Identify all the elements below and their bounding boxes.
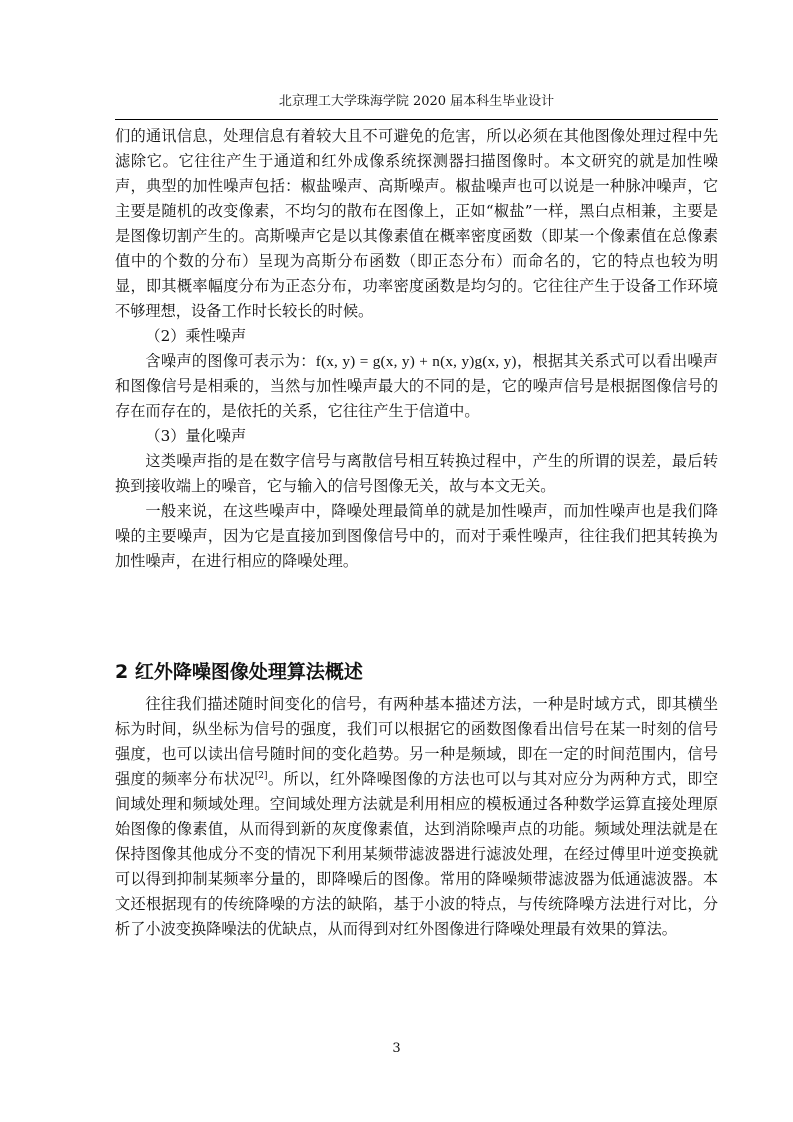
paragraph-continued: 们的通讯信息，处理信息有着较大且不可避免的危害，所以必须在其他图像处理过程中先滤除它。它往往产生于通道和红外成像系统探测器扫描图像时。本文研究的就是加性噪声，典型的加性噪声包括：椒盐噪声、高斯噪声。椒盐噪声也可以说是一种脉冲噪声，它主要是随机的改变像素，不均匀的散布在图像上，正如“椒盐”一样，黑白点相兼，主要是是图像切割产生的。高斯噪声它是以其像素值在概率密度函数（即某一个像素值在总像素值中的个数的分布）呈现为高斯分布函数（即正态分布）而命名的，它的特点也较为明显，即其概率幅度分布为正态分布，功率密度函数是均匀的。它往往产生于设备工作环境不够理想，设备工作时长较长的时候。 [115, 127, 718, 320]
formula-explanation: ，根据其关系式可以看出噪声和图像信号是相乘的，当然与加性噪声最大的不同的是，它的噪声信号是根据图像信号的存在而存在的，是依托的关系，它往往产生于信道中。 [115, 352, 719, 420]
page-number: 3 [392, 1041, 401, 1056]
running-header: 北京理工大学珠海学院 2020 届本科生毕业设计 [278, 94, 555, 109]
paragraph-section-intro [115, 692, 718, 942]
paragraph-summary: 一般来说，在这些噪声中，降噪处理最简单的就是加性噪声，而加性噪声也是我们降噪的主要噪声，因为它是直接加到图像信号中的，而对于乘性噪声，往往我们把其转换为加性噪声，在进行相应的降噪处理。 [115, 502, 718, 570]
section-heading: 2 红外降噪图像处理算法概述 [115, 661, 363, 683]
paragraph-multiplicative-noise [115, 349, 718, 424]
citation-ref: [2] [254, 770, 268, 781]
section-body [115, 692, 718, 942]
body-text [115, 124, 718, 574]
header-rule [115, 119, 718, 120]
formula-intro: 含噪声的图像可表示为： [145, 352, 316, 370]
noise-formula: f(x, y) = g(x, y) + n(x, y)g(x, y) [315, 353, 517, 370]
subheading-multiplicative-noise: （2）乘性噪声 [145, 327, 247, 345]
paragraph-quantization-noise: 这类噪声指的是在数字信号与离散信号相互转换过程中，产生的所谓的误差，最后转换到接收端上的噪音，它与输入的信号图像无关，故与本文无关。 [115, 452, 718, 495]
section-text-part2: 。所以，红外降噪图像的方法也可以与其对应分为两种方式，即空间域处理和频域处理。空间域处理方法就是利用相应的模板通过各种数学运算直接处理原始图像的像素值，从而得到新的灰度像素值，达到消除噪声点的功能。频域处理法就是在保持图像其他成分不变的情况下利用某频带滤波器进行滤波处理，在经过傅里叶逆变换就可以得到抑制某频率分量的，即降噪后的图像。常用的降噪频带滤波器为低通滤波器。本文还根据现有的传统降噪的方法的缺陷，基于小波的特点，与传统降噪方法进行对比，分析了小波变换降噪法的优缺点，从而得到对红外图像进行降噪处理最有效果的算法。 [115, 770, 719, 938]
section-text-part1: 往往我们描述随时间变化的信号，有两种基本描述方法，一种是时域方式，即其横坐标为时间，纵坐标为信号的强度，我们可以根据它的函数图像看出信号在某一时刻的信号强度，也可以读出信号随时间的变化趋势。另一种是频域，即在一定的时间范围内，信号强度的频率分布状况 [115, 695, 718, 788]
subheading-quantization-noise: （3）量化噪声 [145, 427, 247, 445]
